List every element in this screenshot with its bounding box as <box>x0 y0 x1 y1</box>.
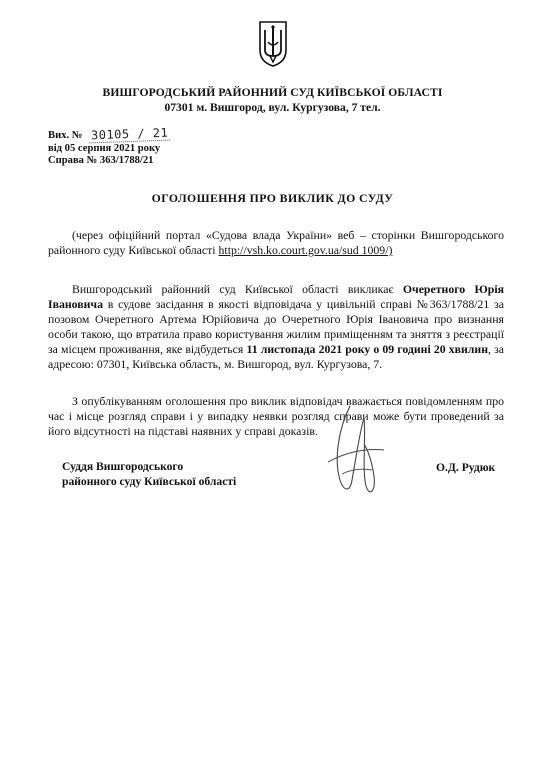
hearing-datetime: 11 листопада 2021 року о 09 годині 20 хвилин <box>246 342 489 356</box>
portal-text: (через офіційний портал «Судова влада України» веб – сторінки Вишгородського районного суду Київської області <box>48 228 504 257</box>
consequence-text: З опублікуванням оголошення про виклик відповідач вважається повідомленням про час і місце розгляд справи і у випадку неявки розгляд справи може бути проведений за його відсутності на підставі наявних у справі доказів. <box>48 394 504 438</box>
handwritten-signature-icon <box>320 400 390 510</box>
court-address: 07301 м. Вишгород, вул. Кургузова, 7 тел. <box>164 101 381 114</box>
outgoing-number: 30105 / 21 <box>89 127 171 143</box>
judge-title-line1: Суддя Вишгородського <box>62 460 184 473</box>
portal-paragraph <box>48 228 504 258</box>
document-meta <box>48 125 170 168</box>
case-number: Справа № 363/1788/21 <box>48 155 154 167</box>
outgoing-label: Вих. № <box>48 130 83 141</box>
court-website-link[interactable]: http://vsh.ko.court.gov.ua/sud 1009/) <box>218 243 393 257</box>
judge-title-line2: районного суду Київської області <box>62 475 237 488</box>
judge-title <box>62 459 236 489</box>
summons-paragraph <box>48 282 504 372</box>
court-name-heading: ВИШГОРОДСЬКИЙ РАЙОННИЙ СУД КИЇВСЬКОЇ ОБЛАСТІ <box>102 86 443 99</box>
judge-name: О.Д. Рудюк <box>436 461 496 474</box>
document-title: ОГОЛОШЕННЯ ПРО ВИКЛИК ДО СУДУ <box>151 191 394 205</box>
trident-coat-of-arms-icon <box>258 20 288 68</box>
consequence-paragraph <box>48 394 504 439</box>
document-date: від 05 серпня 2021 року <box>48 142 161 154</box>
outgoing-number-line <box>48 125 170 143</box>
summons-text-3: , за адресою: 07301, Київська область, м. Вишгород, вул. Кургузова, 7. <box>48 342 504 371</box>
summons-text-1: Вишгородський районний суд Київської області викликає <box>72 282 403 296</box>
defendant-name: Очеретного Юрія Івановича <box>48 282 504 311</box>
summons-text-2: в судове засідання в якості відповідача у цивільній справі №363/1788/21 за позовом Очеретного Артема Юрійовича до Очеретного Юрія Івановича про визнання особи такою, що втратила право користування жилим приміщенням та зняття з реєстрації за місцем проживання, яке відбудеться <box>48 297 504 356</box>
